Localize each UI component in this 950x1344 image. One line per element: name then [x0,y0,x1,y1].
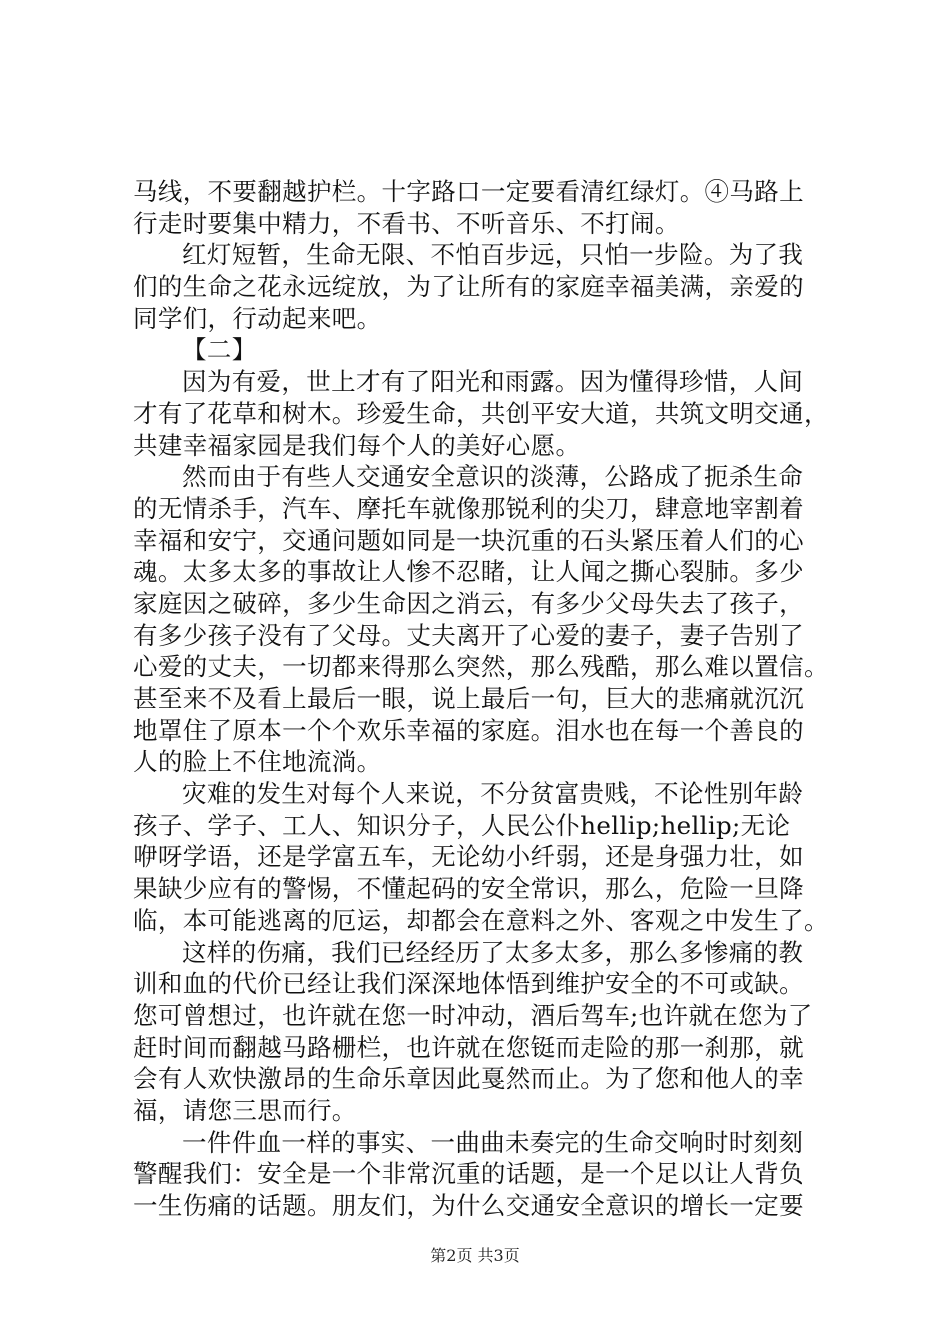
text-line: 的无情杀手，汽车、摩托车就像那锐利的尖刀，肆意地宰割着 [133,493,804,523]
text-line: 果缺少应有的警惕，不懂起码的安全常识，那么，危险一旦降 [133,874,804,904]
text-line: 行走时要集中精力，不看书、不听音乐、不打闹。 [133,208,680,238]
text-line: 有多少孩子没有了父母。丈夫离开了心爱的妻子，妻子告别了 [133,620,804,650]
text-line: 人的脸上不住地流淌。 [133,747,382,777]
text-line: 红灯短暂，生命无限、不怕百步远，只怕一步险。为了我 [182,240,804,270]
text-line: 同学们，行动起来吧。 [133,303,382,333]
page-footer [0,1243,950,1266]
text-line: 们的生命之花永远绽放，为了让所有的家庭幸福美满，亲爱的 [133,272,804,302]
text-line: 甚至来不及看上最后一眼，说上最后一句，巨大的悲痛就沉沉 [133,684,804,713]
text-line: 因为有爱，世上才有了阳光和雨露。因为懂得珍惜，人间 [182,367,804,397]
text-line: 家庭因之破碎，多少生命因之消云，有多少父母失去了孩子， [133,588,804,618]
document-body [133,176,830,1222]
text-line: 临，本可能逃离的厄运，却都会在意料之外、客观之中发生了。 [133,905,829,935]
text-line: 【二】 [182,335,257,365]
text-line: 福，请您三思而行。 [133,1095,357,1125]
text-line: 一件件血一样的事实、一曲曲未奏完的生命交响时时刻刻 [182,1127,804,1157]
text-line: 心爱的丈夫，一切都来得那么突然，那么残酷，那么难以置信。 [133,652,829,682]
text-line: 一生伤痛的话题。朋友们，为什么交通安全意识的增长一定要 [133,1191,804,1220]
text-line: 然而由于有些人交通安全意识的淡薄，公路成了扼杀生命 [182,462,804,492]
text-line: 训和血的代价已经让我们深深地体悟到维护安全的不可或缺。 [133,969,804,999]
text-line: 幸福和安宁，交通问题如同是一块沉重的石头紧压着人们的心 [133,525,804,555]
text-line: 这样的伤痛，我们已经经历了太多太多，那么多惨痛的教 [182,937,804,967]
text-line: 警醒我们：安全是一个非常沉重的话题，是一个足以让人背负 [133,1159,804,1189]
text-line: 您可曾想过，也许就在您一时冲动，酒后驾车;也许就在您为了 [133,1000,813,1030]
text-line: 才有了花草和树木。珍爱生命，共创平安大道，共筑文明交通， [133,398,829,428]
page-number: 第2页 共3页 [430,1246,520,1265]
text-line: 孩子、学子、工人、知识分子，人民公仆hellip;hellip;无论 [133,810,791,840]
text-line: 共建幸福家园是我们每个人的美好心愿。 [133,430,581,460]
text-line: 赶时间而翻越马路栅栏，也许就在您铤而走险的那一刹那，就 [133,1032,804,1062]
text-line: 咿呀学语，还是学富五车，无论幼小纤弱，还是身强力壮，如 [133,842,804,872]
text-line: 灾难的发生对每个人来说，不分贫富贵贱，不论性别年龄 [182,779,804,809]
text-line: 地罩住了原本一个个欢乐幸福的家庭。泪水也在每一个善良的 [133,715,804,745]
text-line: 会有人欢快激昂的生命乐章因此戛然而止。为了您和他人的幸 [133,1064,804,1094]
text-line: 马线，不要翻越护栏。十字路口一定要看清红绿灯。④马路上 [133,177,804,206]
text-line: 魂。太多太多的事故让人惨不忍睹，让人闻之撕心裂肺。多少 [133,557,804,587]
